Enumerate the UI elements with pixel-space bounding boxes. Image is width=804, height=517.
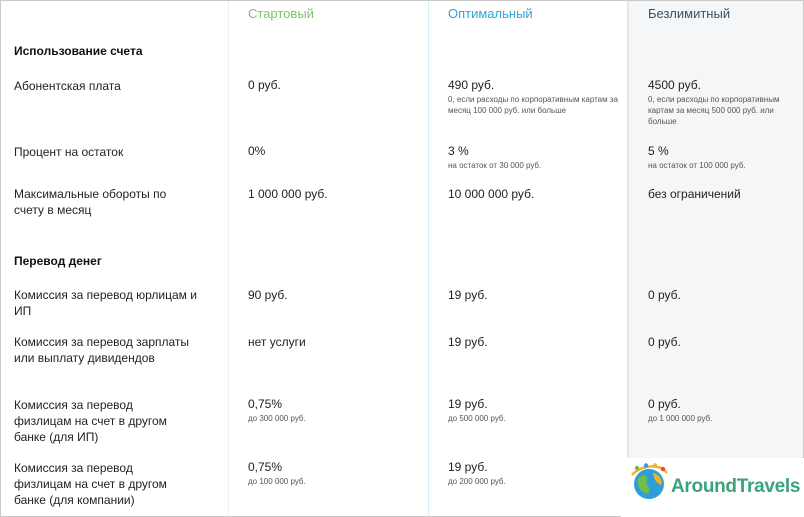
cell-note: до 200 000 руб. <box>448 477 506 486</box>
cell-salary-unlimited <box>648 335 798 350</box>
cell-salary-start <box>248 335 423 350</box>
row-label-fee: Абонентская плата <box>14 79 121 93</box>
cell-value: 1 000 000 руб. <box>248 187 328 201</box>
row-label-legal: Комиссия за перевод юрлицам и ИП <box>14 288 197 318</box>
cell-note: до 100 000 руб. <box>248 477 306 486</box>
cell-turnover-unlimited <box>648 187 798 202</box>
section-title-account: Использование счета <box>14 44 143 58</box>
cell-ip-unlimited <box>648 397 798 424</box>
cell-value: 0 руб. <box>648 397 681 411</box>
cell-turnover-optimal <box>448 187 623 202</box>
row-label-salary: Комиссия за перевод зарплаты или выплату дивидендов <box>14 335 190 365</box>
cell-value: 10 000 000 руб. <box>448 187 535 201</box>
globe-logo-icon <box>629 463 669 503</box>
cell-fee-unlimited <box>648 78 798 127</box>
cell-value: 0,75% <box>248 397 283 411</box>
row-label-ip: Комиссия за перевод физлицам на счет в другом банке (для ИП) <box>14 398 167 444</box>
plan-title-optimal[interactable]: Оптимальный <box>448 6 533 21</box>
cell-value: 0,75% <box>248 460 283 474</box>
section-title-transfer: Перевод денег <box>14 254 102 268</box>
cell-value: 19 руб. <box>448 335 488 349</box>
cell-value: 0 руб. <box>248 78 281 92</box>
cell-fee-start <box>248 78 423 93</box>
cell-note: на остаток от 100 000 руб. <box>648 161 746 170</box>
cell-value: без ограничений <box>648 187 741 201</box>
plan-title-start[interactable]: Стартовый <box>248 6 314 21</box>
cell-note: до 500 000 руб. <box>448 414 506 423</box>
cell-value: 4500 руб. <box>648 78 701 92</box>
cell-note: до 300 000 руб. <box>248 414 306 423</box>
cell-value: 5 % <box>648 144 669 158</box>
cell-salary-optimal <box>448 335 623 350</box>
cell-value: 19 руб. <box>448 288 488 302</box>
cell-interest-unlimited <box>648 144 798 171</box>
row-label-turnover: Максимальные обороты по счету в месяц <box>14 187 167 217</box>
cell-value: 0 руб. <box>648 335 681 349</box>
cell-value: 490 руб. <box>448 78 495 92</box>
cell-note: до 1 000 000 руб. <box>648 414 713 423</box>
cell-legal-unlimited <box>648 288 798 303</box>
cell-note: 0, если расходы по корпоративным картам за месяц 100 000 руб. или больше <box>448 95 618 115</box>
cell-fee-optimal <box>448 78 623 116</box>
cell-turnover-start <box>248 187 423 202</box>
cell-value: 0% <box>248 144 266 158</box>
cell-company-optimal <box>448 460 623 487</box>
cell-value: 0 руб. <box>648 288 681 302</box>
cell-value: нет услуги <box>248 335 306 349</box>
cell-interest-optimal <box>448 144 623 171</box>
cell-note: 0, если расходы по корпоративным картам за месяц 500 000 руб. или больше <box>648 95 780 126</box>
cell-company-start <box>248 460 423 487</box>
watermark-text: AroundTravels <box>671 476 801 497</box>
cell-ip-optimal <box>448 397 623 424</box>
cell-ip-start <box>248 397 423 424</box>
cell-value: 90 руб. <box>248 288 288 302</box>
plan-title-unlimited[interactable]: Безлимитный <box>648 6 731 21</box>
cell-value: 19 руб. <box>448 460 488 474</box>
cell-interest-start <box>248 144 423 159</box>
cell-legal-optimal <box>448 288 623 303</box>
cell-legal-start <box>248 288 423 303</box>
watermark <box>621 458 804 517</box>
cell-note: на остаток от 30 000 руб. <box>448 161 542 170</box>
cell-value: 19 руб. <box>448 397 488 411</box>
cell-value: 3 % <box>448 144 469 158</box>
row-label-interest: Процент на остаток <box>14 145 124 159</box>
row-label-company: Комиссия за перевод физлицам на счет в другом банке (для компании) <box>14 461 167 507</box>
